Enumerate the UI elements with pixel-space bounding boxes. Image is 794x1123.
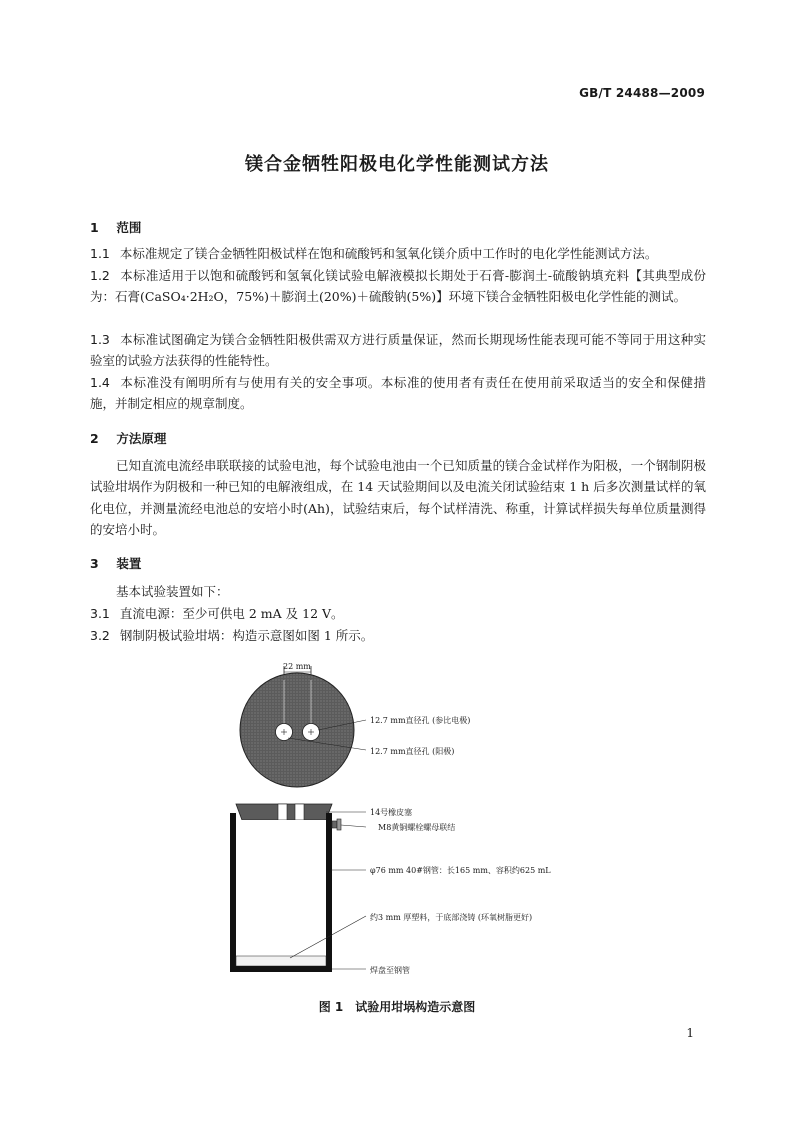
label-pipe: φ76 mm 40#钢管：长165 mm、容积约625 mL <box>370 866 551 875</box>
clause-1-2 <box>90 265 706 308</box>
clause-1-1 <box>90 243 706 264</box>
crucible-side-view <box>230 804 341 972</box>
label-bolt: M8黄铜螺栓螺母联结 <box>378 823 456 832</box>
section-3-heading <box>90 554 141 572</box>
clause-text: 本标准规定了镁合金牺牲阳极试样在饱和硫酸钙和氢氧化镁介质中工作时的电化学性能测试方法。 <box>119 246 658 261</box>
document-title: 镁合金牺牲阳极电化学性能测试方法 <box>245 154 549 175</box>
clause-number: 1.2 <box>90 268 110 283</box>
clause-number: 1.4 <box>90 375 110 390</box>
figure-caption <box>0 998 794 1015</box>
section-title: 方法原理 <box>116 431 167 446</box>
crucible-top-view <box>240 673 354 787</box>
section-number: 1 <box>90 220 99 235</box>
clause-3-2 <box>90 625 706 646</box>
clause-text: 钢制阴极试验坩埚：构造示意图如图 1 所示。 <box>119 628 374 643</box>
label-hole-reference: 12.7 mm直径孔 (参比电极) <box>370 716 471 725</box>
crucible-diagram <box>230 658 590 988</box>
standard-number: GB/T 24488—2009 <box>579 86 705 100</box>
clause-text: 本标准没有阐明所有与使用有关的安全事项。本标准的使用者有责任在使用前采取适当的安全和保健措施，并制定相应的规章制度。 <box>90 375 706 412</box>
clause-3-1 <box>90 603 706 624</box>
section-2-body: 已知直流电流经串联联接的试验电池，每个试验电池由一个已知质量的镁合金试样作为阳极，一个钢制阴极试验坩埚作为阴极和一种已知的电解液组成，在 14 天试验期间以及电流关闭试验结束 1 h 后多次测量试样的氧化电位，并测量流经电池总的安培小时(Ah)，试验结束后，每个试样清洗、称重，计算试样损失每单位质量测得的安培小时。 <box>90 458 706 537</box>
dimension-label: 22 mm <box>283 662 311 671</box>
label-coating: 约3 mm 厚塑料，于底部浇铸 (环氧树脂更好) <box>370 913 533 922</box>
clause-text: 本标准适用于以饱和硫酸钙和氢氧化镁试验电解液模拟长期处于石膏-膨润土-硫酸钠填充料【其典型成份为：石膏(CaSO₄·2H₂O，75%)＋膨润土(20%)＋硫酸钠(5%)】环境下镁合金牺牲阳极电化学性能的测试。 <box>90 268 706 305</box>
figure-number: 图 1 <box>318 1000 344 1014</box>
section-number: 2 <box>90 431 99 446</box>
section-title: 范围 <box>116 220 142 235</box>
page-number: 1 <box>686 1026 694 1040</box>
clause-number: 1.3 <box>90 332 110 347</box>
clause-number: 3.2 <box>90 628 110 643</box>
clause-number: 1.1 <box>90 246 110 261</box>
clause-text: 直流电源：至少可供电 2 mA 及 12 V。 <box>119 606 344 621</box>
clause-1-4 <box>90 372 706 415</box>
section-1-heading <box>90 218 141 236</box>
label-hole-anode: 12.7 mm直径孔 (阳极) <box>370 747 455 756</box>
section-title: 装置 <box>116 556 142 571</box>
section-2-heading <box>90 429 166 447</box>
clause-number: 3.1 <box>90 606 110 621</box>
section-number: 3 <box>90 556 99 571</box>
figure-caption-text: 试验用坩埚构造示意图 <box>355 1000 476 1014</box>
section-3-intro: 基本试验装置如下： <box>116 584 229 599</box>
clause-1-3 <box>90 329 706 372</box>
label-stopper: 14号橡皮塞 <box>370 808 413 817</box>
clause-text: 本标准试图确定为镁合金牺牲阳极供需双方进行质量保证，然而长期现场性能表现可能不等同于用这种实验室的试验方法获得的性能特性。 <box>90 332 706 369</box>
label-bottom: 焊盘至钢管 <box>370 966 410 975</box>
